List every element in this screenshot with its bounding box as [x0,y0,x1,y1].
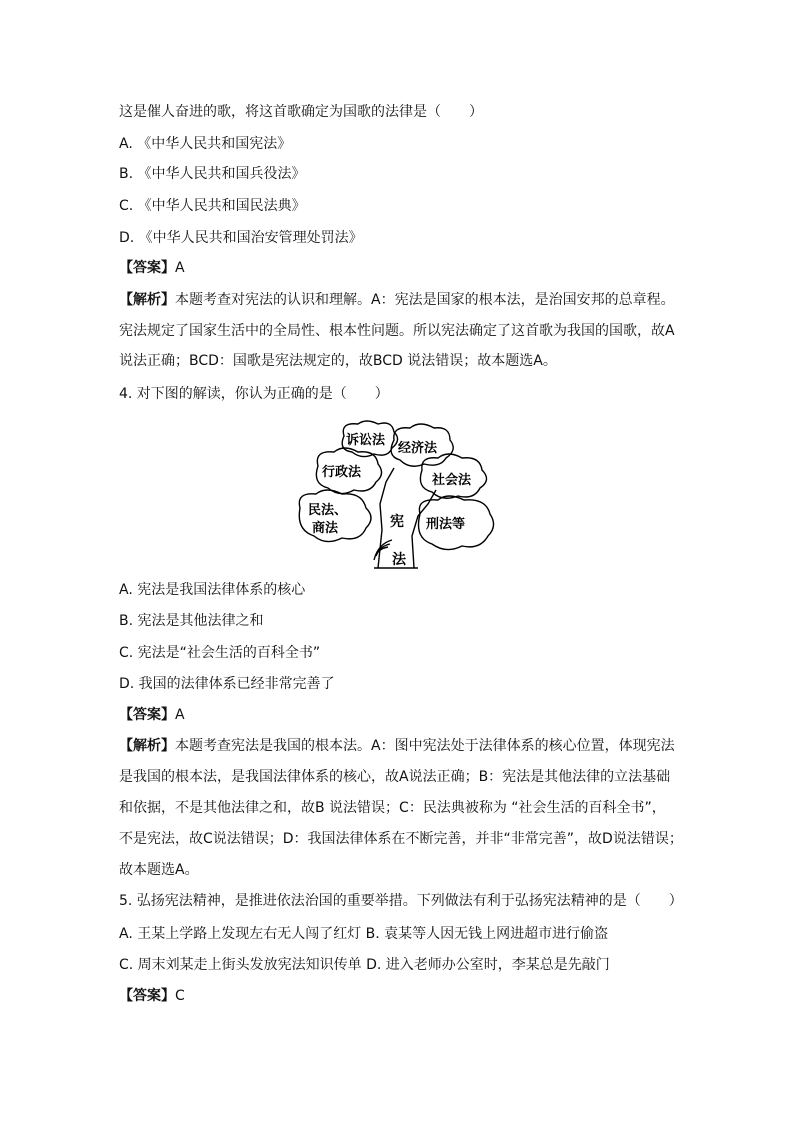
law-tree-figure [296,420,498,570]
analysis-label: 【解析】 [119,738,175,754]
answer-label: 【答案】 [119,260,175,276]
q3-answer [119,258,185,278]
cloud-label-xingfa: 刑法等 [426,517,466,532]
answer-label: 【答案】 [119,707,175,723]
q4-analysis-line-1 [119,736,675,756]
q3-option-a: A. 《中华人民共和国宪法》 [119,136,292,152]
q4-option-d: D. 我国的法律体系已经非常完善了 [119,676,335,692]
analysis-text: 本题考查宪法是我国的根本法。A：图中宪法处于法律体系的核心位置，体现宪法 [175,738,675,754]
cloud-label-minfa-1: 民法、 [308,503,348,518]
q5-options-row-1: A. 王某上学路上发现左右无人闯了红灯 B. 袁某等人因无钱上网进超市进行偷盗 [119,926,609,942]
analysis-text: 本题考查对宪法的认识和理解。A：宪法是国家的根本法，是治国安邦的总章程。 [175,292,675,308]
cloud-label-shehui: 社会法 [432,473,472,488]
trunk-rings [374,540,392,560]
q4-analysis-line-5: 故本题选A。 [119,862,199,878]
q3-analysis-line-3: 说法正确；BCD：国歌是宪法规定的，故BCD 说法错误；故本题选A。 [119,353,557,369]
analysis-label: 【解析】 [119,292,175,308]
answer-value: A [175,260,185,276]
q3-option-d: D. 《中华人民共和国治安管理处罚法》 [119,230,363,246]
cloud-label-minfa-2: 商法 [312,521,339,536]
q3-analysis-line-1 [119,290,675,310]
q5-stem: 5. 弘扬宪法精神，是推进依法治国的重要举措。下列做法有利于弘扬宪法精神的是（ ） [119,893,683,909]
trunk-label-fa: 法 [392,552,406,568]
trunk-label-xian: 宪 [390,514,404,530]
q4-analysis-line-4: 不是宪法，故C说法错误；D：我国法律体系在不断完善，并非“非常完善”，故D说法错误； [119,831,683,847]
q4-analysis-line-3: 和依据，不是其他法律之和，故B 说法错误；C：民法典被称为 “社会生活的百科全书”， [119,800,666,816]
cloud-label-jingji: 经济法 [398,441,438,456]
cloud-label-susong: 诉讼法 [346,433,386,448]
q4-stem: 4. 对下图的解读，你认为正确的是（ ） [119,386,389,402]
answer-value: A [175,707,185,723]
q4-option-c: C. 宪法是“社会生活的百科全书” [119,645,321,661]
q5-options-row-2: C. 周末刘某走上街头发放宪法知识传单 D. 进入老师办公室时，李某总是先敲门 [119,957,610,973]
answer-value: C [175,988,185,1004]
q3-analysis-line-2: 宪法规定了国家生活中的全局性、根本性问题。所以宪法确定了这首歌为我国的国歌，故A [119,323,675,339]
q4-answer [119,705,185,725]
q5-answer [119,986,185,1006]
answer-label: 【答案】 [119,988,175,1004]
cloud-label-xingzheng: 行政法 [322,465,362,480]
q4-option-b: B. 宪法是其他法律之和 [119,613,264,629]
q4-analysis-line-2: 是我国的根本法，是我国法律体系的核心，故A说法正确；B：宪法是其他法律的立法基础 [119,769,671,785]
q3-option-c: C. 《中华人民共和国民法典》 [119,198,306,214]
q3-option-b: B. 《中华人民共和国兵役法》 [119,166,306,182]
q3-stem: 这是催人奋进的歌，将这首歌确定为国歌的法律是（ ） [119,104,483,120]
q4-option-a: A. 宪法是我国法律体系的核心 [119,582,306,598]
